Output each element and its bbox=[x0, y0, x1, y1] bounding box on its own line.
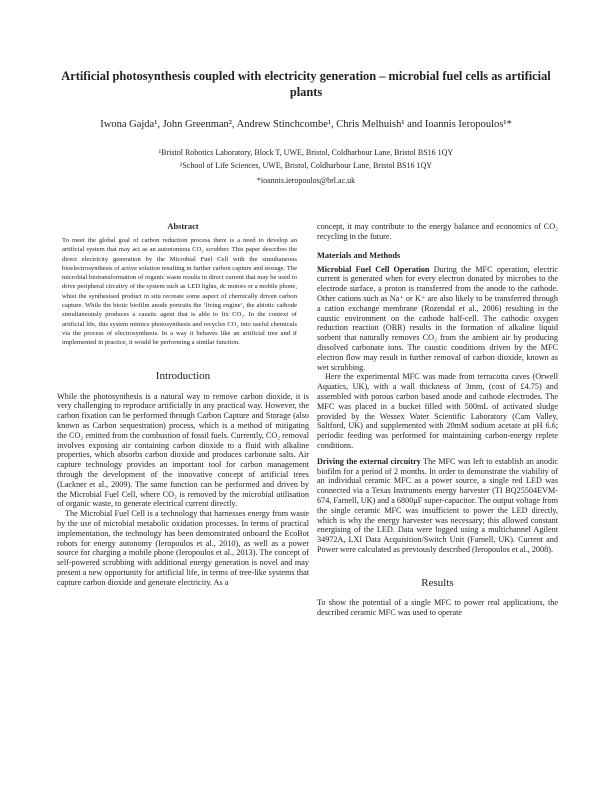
left-column bbox=[57, 222, 309, 588]
abstract-heading: Abstract bbox=[167, 222, 199, 231]
introduction-heading: Introduction bbox=[155, 369, 211, 382]
introduction-paragraph-1: While the photosynthesis is a natural way to remove carbon dioxide, it is very challenging to reproduce artificially in any practical way. However, the carbon fixation can be performed through Carbon Capture and Storage (also known as Carbon sequestration) process, which is a method of mitigating the CO₂ emitted from the combustion of fossil fuels. Currently, CO₂ removal involves exposing air containing carbon dioxide to a fluid with alkaline properties, which absorbs carbon dioxide and produces carbonate salts. Air capture technology provides an important tool for carbon management through the development of the innovative concept of artificial trees (Lackner et al., 2009). The same function can be performed and driven by the Microbial Fuel Cell, where CO₂ is removed by the microbial utilisation of organic waste, to generate electrical current directly. bbox=[57, 391, 309, 509]
results-heading: Results bbox=[421, 576, 454, 589]
paper-title: Artificial photosynthesis coupled with electricity generation – microbial fuel cells as artificial plants bbox=[61, 69, 551, 99]
author-list: Iwona Gajda¹, John Greenman², Andrew Stinchcombe¹, Chris Melhuish¹ and Ioannis Ieropoulos¹* bbox=[100, 119, 512, 130]
driving-circuitry-lead: Driving the external circuitry bbox=[317, 456, 421, 466]
introduction-paragraph-2: The Microbial Fuel Cell is a technology that harnesses energy from waste by the use of microbial metabolic oxidation processes. In terms of practical implementation, the technology has been demonstrated onboard the EcoBot robots for energy autonomy (Ieropoulos et al., 2010), as well as a power source for charging a mobile phone (Ieropoulos et al., 2013). The concept of self-powered scrubbing with additional energy generation is novel and may present a new opportunity for artificial life, in terms of tree-like systems that capture carbon dioxide and generate electricity. As a bbox=[57, 509, 309, 587]
results-paragraph: To show the potential of a single MFC to power real applications, the described ceramic MFC was used to operate bbox=[317, 597, 558, 617]
mfc-operation-text: During the MFC operation, electric current is generated when for every electron donated by microbes to the electrode surface, a proton is transferred from the anode to the cathode. Other cations such as Na⁺ or K⁺ are also likely to be transferred through a cation exchange membrane (Rozendal et al., 2006) resulting in the caustic environment on the cathode half-cell. The cathodic oxygen reduction reaction (ORR) results in the formation of alkaline liquid sorbent that naturally removes CO₂ from the ambient air by producing dissolved carbonate ions. The caustic conditions driven by the MFC electron flow may result in further removal of carbon dioxide, known as wet scrubbing. bbox=[317, 264, 559, 372]
experimental-paragraph: Here the experimental MFC was made from terracotta caves (Orwell Aquatics, UK), with a wall thickness of 3mm, (cost of £4.75) and assembled with porous carbon based anode and cathode electrodes. The MFC was placed in a bucket filled with 500mL of activated sludge provided by the Wessex Water Scientific Laboratory (Cam Valley, Saltford, UK) and supplemented with 20mM sodium acetate at pH 6.6; periodic feeding was performed for maintaining carbon-energy replete conditions. bbox=[317, 372, 558, 450]
materials-methods-heading: Materials and Methods bbox=[317, 250, 401, 260]
affiliation-2: ²School of Life Sciences, UWE, Bristol, Coldharbour Lane, Bristol BS16 1QY bbox=[179, 161, 433, 170]
driving-circuitry-text: The MFC was left to establish an anodic biofilm for a period of 2 months. In order to demonstrate the viability of an individual ceramic MFC as a power source, a single red LED was connected via a Texas Instruments energy harvester (TI BQ25504EVM-674, Farnell, UK) and a 6800μF super-capacitor. The output voltage from the single ceramic MFC was insufficient to power the LED directly, which is why the energy harvester was necessary; this allowed constant energising of the LED. Data were logged using a multichannel Agilent 34972A, LXI Data Acquisition/Switch Unit (Farnell, UK). Current and Power were calculated as previously described (Ieropoulos et al., 2008). bbox=[317, 456, 558, 554]
mfc-operation-lead: Microbial Fuel Cell Operation bbox=[317, 264, 430, 274]
affiliation-1: ¹Bristol Robotics Laboratory, Block T, UWE, Bristol, Coldharbour Lane, Bristol BS16 1QY bbox=[158, 148, 454, 157]
abstract-body: To meet the global goal of carbon reduction process there is a need to develop an artificial system that may act as an autonomous CO₂ scrubber. This paper describes the direct electricity generation by the Microbial Fuel Cell with the simultaneous bioelectrosynthesis of active solution resulting in further carbon capture and storage. The microbial biotransformation of organic waste results in direct current that may be used to drive peripheral circuitry of the system such as LED lights, dc motors or a mobile phone, whist the synthesised product in situ recreate some aspect of chemically driven carbon capture. While the biotic biofilm anode portraits the ‘living engine’, the abiotic cathode simultaneously produces a caustic agent that is able to fix CO₂. In the context of artificial life, this system mimics photosynthesis and recycles CO₂ into useful chemicals via the process of electrosynthesis. In a way it behaves like an artificial tree and if implemented in practice, it would be performing a similar function. bbox=[62, 237, 297, 347]
mfc-operation-paragraph bbox=[317, 265, 558, 373]
introduction-continuation: concept, it may contribute to the energy balance and economics of CO₂ recycling in the future. bbox=[317, 222, 558, 241]
driving-circuitry-paragraph bbox=[317, 457, 558, 555]
right-column bbox=[317, 222, 558, 617]
corresponding-email: *ioannis.ieropoulos@brl.ac.uk bbox=[256, 176, 356, 185]
